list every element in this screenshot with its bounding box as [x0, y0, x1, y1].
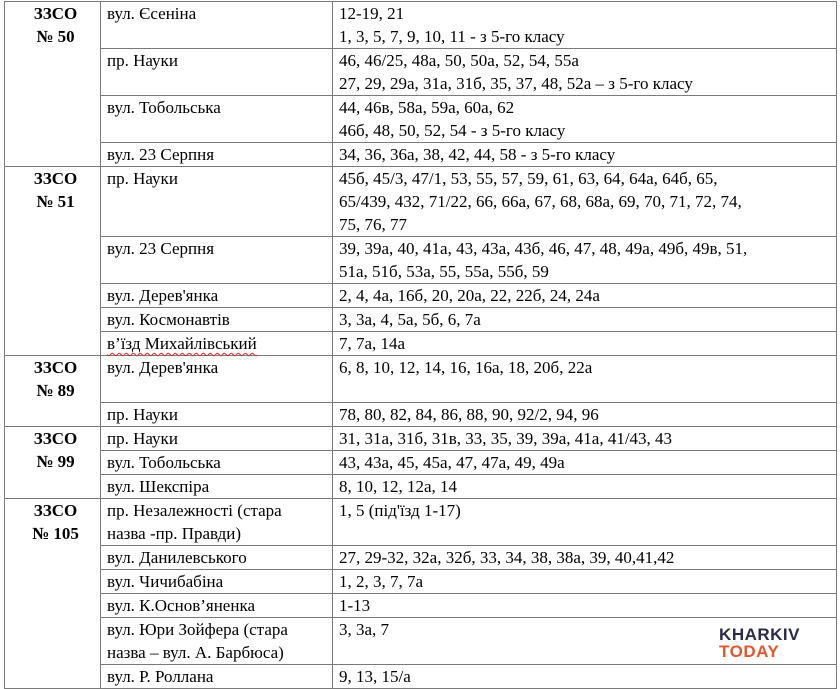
street-name-line: вул. К.Основ’яненка	[107, 596, 255, 615]
street-name-line: в’їзд Михайлівський	[107, 334, 257, 353]
table-row	[5, 167, 837, 237]
street-line-wrap	[107, 332, 332, 355]
houses-line: 9, 13, 15/а	[339, 667, 411, 686]
table-row	[5, 284, 837, 308]
street-cell	[101, 665, 333, 689]
table-row	[5, 594, 837, 618]
houses-cell	[333, 546, 837, 570]
houses-line: 27, 29-32, 32а, 32б, 33, 34, 38, 38а, 39, 40,41,42	[339, 548, 675, 567]
street-cell	[101, 475, 333, 499]
street-name-line: вул. Дерев'янка	[107, 358, 219, 377]
street-name-line: вул. Дерев'янка	[107, 286, 219, 305]
houses-cell	[333, 499, 837, 546]
school-name-line: № 51	[36, 192, 75, 211]
street-name-line: вул. 23 Серпня	[107, 239, 215, 258]
school-cell	[5, 356, 101, 427]
street-cell	[101, 284, 333, 308]
street-cell	[101, 167, 333, 237]
houses-cell	[333, 308, 837, 332]
houses-line: 1, 3, 5, 7, 9, 10, 11 - з 5-го класу	[339, 27, 565, 46]
school-name-line: № 99	[36, 452, 75, 471]
table-row	[5, 570, 837, 594]
houses-line: 7, 7а, 14а	[339, 334, 406, 353]
houses-line: 1, 5 (під'їзд 1-17)	[339, 501, 461, 520]
school-name-line: ЗЗСО	[33, 358, 78, 377]
school-cell	[5, 499, 101, 689]
street-name-line: вул. Р. Роллана	[107, 667, 214, 686]
houses-line: 12-19, 21	[339, 4, 405, 23]
school-cell	[5, 427, 101, 499]
street-cell	[101, 356, 333, 403]
houses-cell	[333, 167, 837, 237]
street-cell	[101, 499, 333, 546]
street-cell	[101, 96, 333, 143]
houses-cell	[333, 2, 837, 49]
street-name-line: вул. Космонавтів	[107, 310, 230, 329]
houses-line: 78, 80, 82, 84, 86, 88, 90, 92/2, 94, 96	[339, 405, 599, 424]
houses-line: 65/439, 432, 71/22, 66, 66а, 67, 68, 68а, 69, 70, 71, 72, 74,	[339, 192, 742, 211]
table-row	[5, 403, 837, 427]
houses-line: 44, 46в, 58а, 59а, 60а, 62	[339, 98, 515, 117]
houses-cell	[333, 665, 837, 689]
street-name-line: вул. Тобольська	[107, 98, 221, 117]
street-name-line: пр. Науки	[107, 405, 178, 424]
watermark-logo	[719, 626, 800, 660]
street-name-line: вул. Єсеніна	[107, 4, 197, 23]
houses-line: 6, 8, 10, 12, 14, 16, 16а, 18, 20б, 22а	[339, 358, 593, 377]
table-row	[5, 618, 837, 665]
street-cell	[101, 49, 333, 96]
houses-cell	[333, 332, 837, 356]
school-name-line: ЗЗСО	[33, 4, 78, 23]
street-cell	[101, 308, 333, 332]
houses-line: 45б, 45/3, 47/1, 53, 55, 57, 59, 61, 63, 64, 64а, 64б, 65,	[339, 169, 718, 188]
houses-cell	[333, 143, 837, 167]
street-name-line: пр. Науки	[107, 51, 178, 70]
houses-line: 34, 36, 36а, 38, 42, 44, 58 - з 5-го класу	[339, 145, 616, 164]
street-name-line: вул. Чичибабіна	[107, 572, 224, 591]
street-name-line: назва – вул. А. Барбюса)	[107, 643, 284, 662]
table-row	[5, 475, 837, 499]
houses-line: 2, 4, 4а, 16б, 20, 20а, 22, 22б, 24, 24а	[339, 286, 600, 305]
houses-line: 3, 3а, 7	[339, 620, 390, 639]
houses-line: 51а, 51б, 53а, 55, 55а, 55б, 59	[339, 262, 549, 281]
street-name-line: назва -пр. Правди)	[107, 524, 242, 543]
houses-line: 3, 3а, 4, 5а, 5б, 6, 7а	[339, 310, 481, 329]
street-name-line: пр. Незалежності (стара	[107, 501, 282, 520]
houses-cell	[333, 403, 837, 427]
street-cell	[101, 403, 333, 427]
houses-cell	[333, 96, 837, 143]
table-row	[5, 665, 837, 689]
school-name-line: ЗЗСО	[33, 429, 78, 448]
table-row	[5, 49, 837, 96]
houses-cell	[333, 570, 837, 594]
street-name-line: вул. Юри Зойфера (стара	[107, 620, 288, 639]
empty-line	[339, 379, 836, 402]
houses-line: 43, 43а, 45, 45а, 47, 47а, 49, 49а	[339, 453, 565, 472]
school-name-line: ЗЗСО	[33, 501, 78, 520]
houses-line: 46, 46/25, 48а, 50, 50а, 52, 54, 55а	[339, 51, 579, 70]
street-name-line: вул. Данилевського	[107, 548, 247, 567]
houses-line: 39, 39а, 40, 41а, 43, 43а, 43б, 46, 47, 48, 49а, 49б, 49в, 51,	[339, 239, 748, 258]
houses-cell	[333, 284, 837, 308]
table-row	[5, 427, 837, 451]
street-cell	[101, 546, 333, 570]
houses-line: 8, 10, 12, 12а, 14	[339, 477, 458, 496]
table-row	[5, 2, 837, 49]
street-name-line: вул. 23 Серпня	[107, 145, 215, 164]
table-row	[5, 499, 837, 546]
table-row	[5, 546, 837, 570]
school-name-line: ЗЗСО	[33, 169, 78, 188]
street-name-line: вул. Шекспіра	[107, 477, 210, 496]
school-cell	[5, 2, 101, 167]
school-district-table	[4, 1, 837, 689]
table-row	[5, 451, 837, 475]
street-name-line: пр. Науки	[107, 429, 178, 448]
street-name-line: вул. Тобольська	[107, 453, 221, 472]
street-cell	[101, 594, 333, 618]
houses-cell	[333, 49, 837, 96]
street-cell	[101, 143, 333, 167]
street-cell	[101, 2, 333, 49]
table-row	[5, 308, 837, 332]
street-cell	[101, 618, 333, 665]
street-cell	[101, 427, 333, 451]
table-row	[5, 356, 837, 403]
houses-cell	[333, 594, 837, 618]
houses-line: 27, 29, 29а, 31а, 31б, 35, 37, 48, 52а – з 5-го класу	[339, 74, 693, 93]
street-cell	[101, 451, 333, 475]
watermark-line2: TODAY	[719, 642, 780, 661]
houses-cell	[333, 427, 837, 451]
houses-line: 46б, 48, 50, 52, 54 - з 5-го класу	[339, 121, 566, 140]
houses-cell	[333, 475, 837, 499]
houses-cell	[333, 356, 837, 403]
street-cell	[101, 237, 333, 284]
street-cell	[101, 570, 333, 594]
school-name-line: № 50	[36, 27, 75, 46]
table-row	[5, 143, 837, 167]
houses-cell	[333, 451, 837, 475]
street-cell	[101, 332, 333, 356]
watermark-line1: KHARKIV	[719, 625, 800, 644]
table-row	[5, 237, 837, 284]
school-name-line: № 89	[36, 381, 75, 400]
street-name-line: пр. Науки	[107, 169, 178, 188]
houses-line: 1-13	[339, 596, 371, 615]
houses-cell	[333, 237, 837, 284]
table-row	[5, 96, 837, 143]
houses-line: 75, 76, 77	[339, 215, 407, 234]
table-row	[5, 332, 837, 356]
school-name-line: № 105	[32, 524, 79, 543]
houses-line: 1, 2, 3, 7, 7а	[339, 572, 424, 591]
houses-line: 31, 31а, 31б, 31в, 33, 35, 39, 39а, 41а, 41/43, 43	[339, 429, 673, 448]
school-cell	[5, 167, 101, 356]
